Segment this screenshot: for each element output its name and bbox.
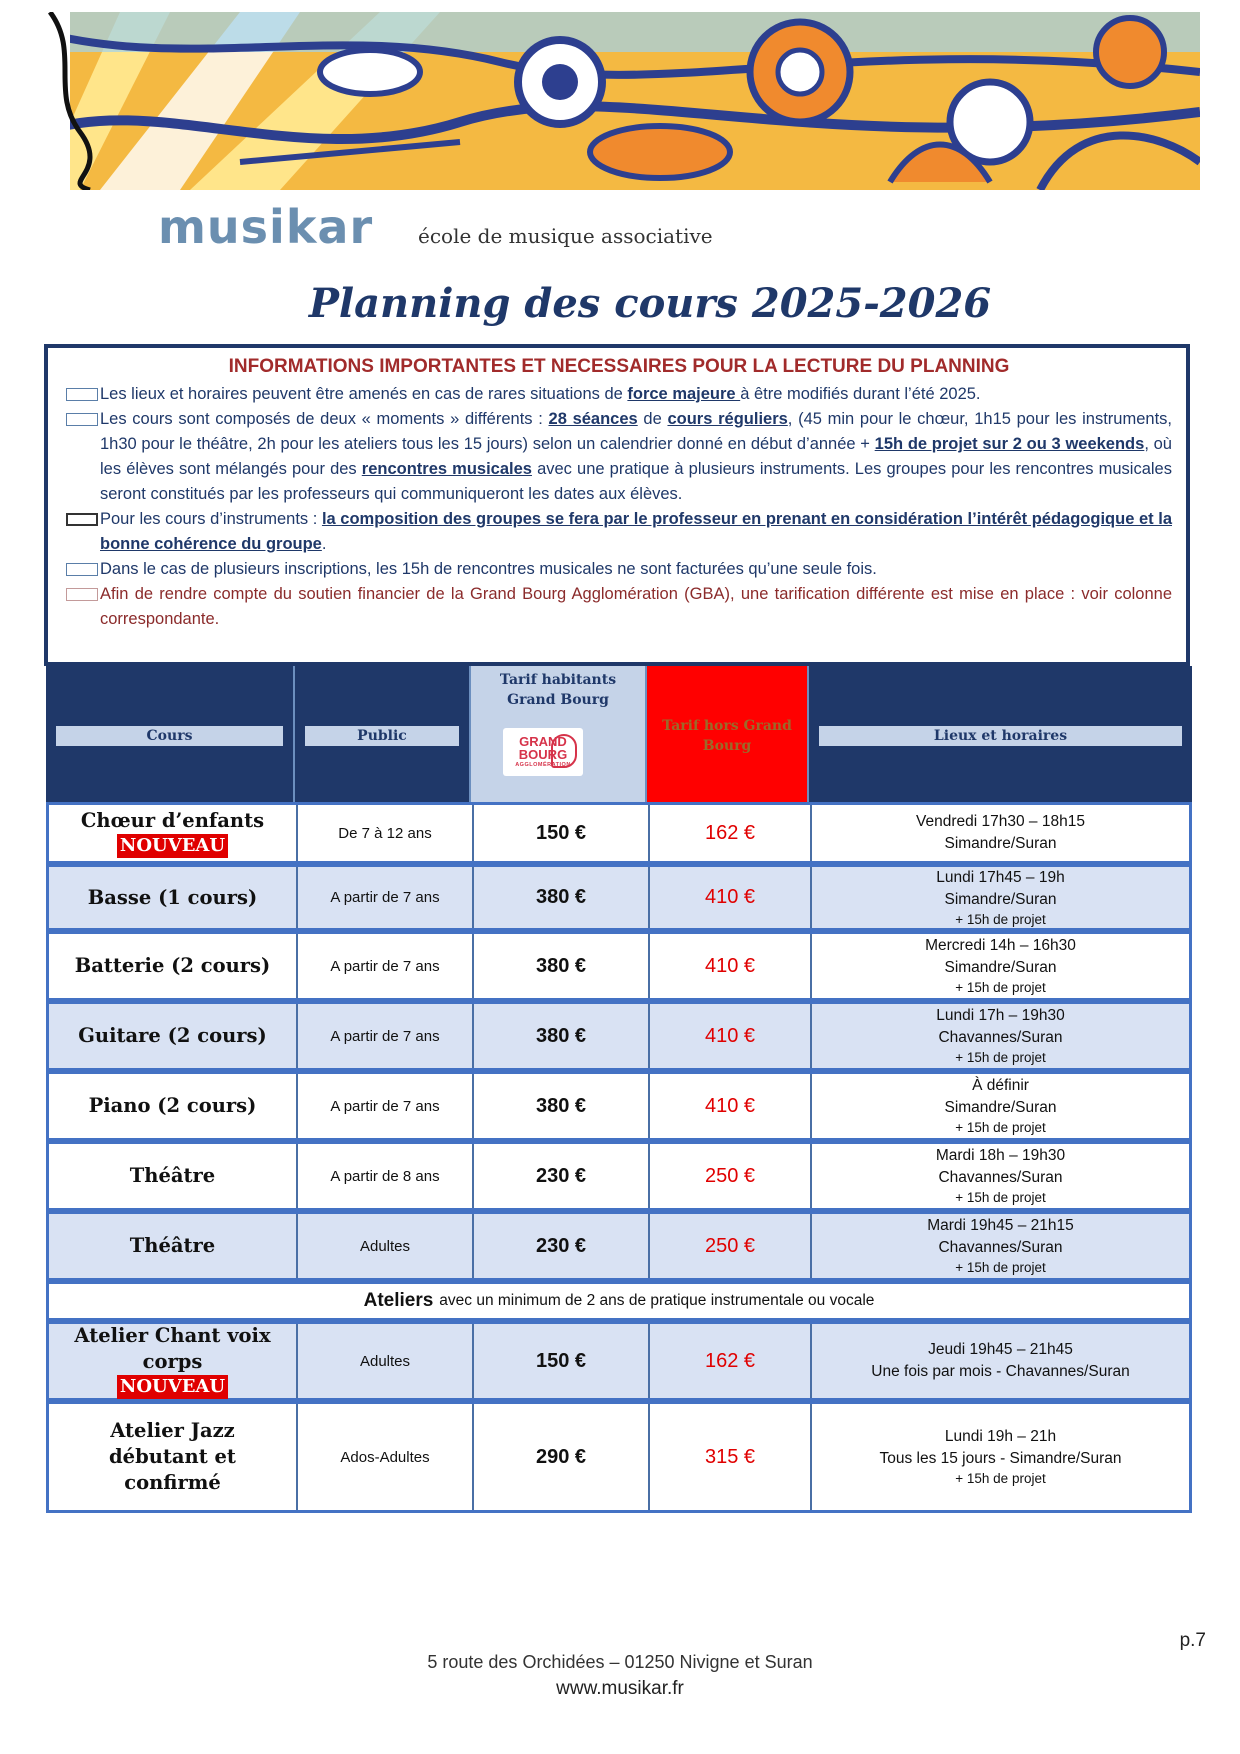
- header-tarif-hors: [647, 666, 809, 802]
- checkbox-icon: [66, 388, 98, 401]
- cell-tarif-gb: 380 €: [474, 1004, 650, 1068]
- cell-tarif-hors: 410 €: [650, 934, 812, 998]
- logo-text: GRAND: [519, 734, 567, 749]
- ateliers-note: avec un minimum de 2 ans de pratique instrumentale ou vocale: [439, 1292, 875, 1309]
- schedule-project: + 15h de projet: [955, 1190, 1046, 1205]
- page-title: Planning des cours 2025-2026: [308, 280, 992, 327]
- schedule-place: Simandre/Suran: [944, 1099, 1057, 1116]
- cell-tarif-hors: 162 €: [650, 805, 812, 861]
- info-item-2: [66, 407, 1172, 507]
- cell-tarif-gb: 290 €: [474, 1404, 650, 1510]
- info-text-emph: 28 séances: [548, 410, 638, 428]
- schedule-project: + 15h de projet: [955, 1050, 1046, 1065]
- table-row: [46, 864, 1192, 931]
- cell-lieux: [812, 1214, 1189, 1278]
- cell-cours: [49, 805, 298, 861]
- cell-public: A partir de 7 ans: [298, 1074, 474, 1138]
- info-text-emph: 15h de projet sur 2 ou 3 weekends: [874, 435, 1145, 453]
- heart-icon: [551, 734, 577, 768]
- new-badge: NOUVEAU: [117, 834, 228, 858]
- schedule-time: Vendredi 17h30 – 18h15: [916, 813, 1085, 830]
- cell-cours: Théâtre: [49, 1214, 298, 1278]
- schedule-table: [46, 666, 1192, 1513]
- info-text: à être modifiés durant l’été 2025.: [740, 385, 981, 403]
- checkbox-icon: [66, 413, 98, 426]
- cell-tarif-gb: 150 €: [474, 805, 650, 861]
- brand-tagline: école de musique associative: [418, 224, 713, 248]
- checkbox-icon: [66, 513, 98, 526]
- cell-tarif-hors: 250 €: [650, 1214, 812, 1278]
- header-label: Tarif hors Grand Bourg: [662, 718, 792, 754]
- header-label: Cours: [56, 726, 283, 746]
- header-label: Tarif habitants Grand Bourg: [499, 672, 617, 708]
- header-public: [295, 666, 471, 802]
- schedule-place: Chavannes/Suran: [938, 1169, 1063, 1186]
- info-box: [44, 344, 1190, 666]
- cell-public: Adultes: [298, 1324, 474, 1398]
- cell-tarif-gb: 380 €: [474, 867, 650, 928]
- header-label: Public: [305, 726, 459, 746]
- footer-website-link[interactable]: www.musikar.fr: [556, 1678, 684, 1699]
- schedule-place: Une fois par mois - Chavannes/Suran: [871, 1363, 1130, 1380]
- cell-cours: Théâtre: [49, 1144, 298, 1208]
- cell-lieux: [812, 1144, 1189, 1208]
- table-row: [46, 1141, 1192, 1211]
- header-lieux: [809, 666, 1192, 802]
- schedule-project: + 15h de projet: [955, 1120, 1046, 1135]
- table-header: [46, 666, 1192, 802]
- schedule-time: Mercredi 14h – 16h30: [925, 937, 1076, 954]
- header-tarif-grand-bourg: [471, 666, 647, 802]
- course-name: Chœur d’enfants: [80, 809, 265, 832]
- info-text-emph: cours réguliers: [667, 410, 788, 428]
- info-text: , où les élèves sont mélangés pour des: [100, 435, 1172, 478]
- cell-cours: Batterie (2 cours): [49, 934, 298, 998]
- schedule-time: Jeudi 19h45 – 21h45: [928, 1341, 1073, 1358]
- cell-public: De 7 à 12 ans: [298, 805, 474, 861]
- info-text: Afin de rendre compte du soutien financier de la Grand Bourg Agglomération (GBA), une tarification différente est mise en place : voir colonne correspondante.: [100, 585, 1172, 628]
- cell-tarif-hors: 162 €: [650, 1324, 812, 1398]
- schedule-place: Tous les 15 jours - Simandre/Suran: [879, 1450, 1122, 1467]
- schedule-time: Lundi 19h – 21h: [944, 1428, 1057, 1445]
- info-text: , (45 min pour le chœur, 1h15 pour les instruments, 1h30 pour le théâtre, 2h pour les ateliers tous les 15 jours) selon un calendrier donné en début d’année +: [100, 410, 1172, 453]
- header-label: Lieux et horaires: [819, 726, 1182, 746]
- cell-tarif-gb: 150 €: [474, 1324, 650, 1398]
- course-name: corps: [142, 1350, 203, 1373]
- cell-public: Ados-Adultes: [298, 1404, 474, 1510]
- info-text: .: [321, 535, 327, 553]
- cell-cours: Piano (2 cours): [49, 1074, 298, 1138]
- info-item-5: [66, 582, 1172, 632]
- table-row: [46, 1211, 1192, 1281]
- info-text: Pour les cours d’instruments :: [100, 510, 322, 528]
- cell-lieux: [812, 1324, 1189, 1398]
- course-name: Atelier Jazz: [110, 1419, 235, 1442]
- info-heading: INFORMATIONS IMPORTANTES ET NECESSAIRES POUR LA LECTURE DU PLANNING: [228, 356, 1010, 377]
- cell-cours: [49, 1324, 298, 1398]
- cell-cours: Basse (1 cours): [49, 867, 298, 928]
- ateliers-section-header: [46, 1281, 1192, 1321]
- schedule-place: Simandre/Suran: [944, 959, 1057, 976]
- checkbox-icon: [66, 588, 98, 601]
- course-name: Atelier Chant voix: [74, 1324, 271, 1347]
- cell-cours: [49, 1404, 298, 1510]
- table-row: [46, 1001, 1192, 1071]
- footer-address: 5 route des Orchidées – 01250 Nivigne et Suran: [427, 1652, 813, 1672]
- schedule-project: + 15h de projet: [955, 1260, 1046, 1275]
- checkbox-icon: [66, 563, 98, 576]
- logo-text: BOURG: [518, 747, 568, 762]
- cell-tarif-hors: 410 €: [650, 867, 812, 928]
- ateliers-title: Ateliers: [363, 1290, 434, 1311]
- table-row: [46, 802, 1192, 864]
- schedule-time: Mardi 18h – 19h30: [935, 1147, 1066, 1164]
- cell-lieux: [812, 1404, 1189, 1510]
- grand-bourg-logo: [503, 728, 583, 776]
- info-text: avec une pratique à plusieurs instruments. Les groupes pour les rencontres musicales seront constitués par les professeurs qui communiqueront les dates aux élèves.: [100, 460, 1172, 503]
- cell-lieux: [812, 1074, 1189, 1138]
- cell-tarif-hors: 410 €: [650, 1004, 812, 1068]
- table-row: [46, 1071, 1192, 1141]
- new-badge: NOUVEAU: [117, 1375, 228, 1399]
- cell-public: A partir de 7 ans: [298, 867, 474, 928]
- info-item-1: [66, 382, 1172, 407]
- info-text-emph: rencontres musicales: [361, 460, 532, 478]
- header-cours: [46, 666, 295, 802]
- cell-public: Adultes: [298, 1214, 474, 1278]
- schedule-time: Lundi 17h – 19h30: [936, 1007, 1065, 1024]
- schedule-time: Lundi 17h45 – 19h: [936, 868, 1065, 886]
- cell-tarif-gb: 380 €: [474, 934, 650, 998]
- schedule-place: Chavannes/Suran: [938, 1029, 1063, 1046]
- info-text-emph: force majeure: [627, 385, 741, 403]
- info-text: Les cours sont composés de deux « moments » différents :: [100, 410, 549, 428]
- info-text: Les lieux et horaires peuvent être amenés en cas de rares situations de: [100, 385, 628, 403]
- course-name: confirmé: [124, 1471, 221, 1494]
- cell-lieux: [812, 867, 1189, 928]
- course-name: débutant et: [109, 1445, 236, 1468]
- table-row: [46, 1401, 1192, 1513]
- cell-lieux: [812, 934, 1189, 998]
- schedule-project: + 15h de projet: [955, 911, 1046, 927]
- schedule-project: + 15h de projet: [955, 980, 1046, 995]
- cell-tarif-gb: 380 €: [474, 1074, 650, 1138]
- cell-tarif-hors: 250 €: [650, 1144, 812, 1208]
- schedule-time: À définir: [972, 1077, 1029, 1094]
- cell-tarif-gb: 230 €: [474, 1144, 650, 1208]
- info-text: de: [637, 410, 668, 428]
- info-item-4: [66, 557, 1172, 582]
- info-text-emph: la composition des groupes se fera par le professeur en prenant en considération l’intérêt pédagogique et la bonne cohérence du groupe: [100, 510, 1172, 553]
- cell-lieux: [812, 1004, 1189, 1068]
- schedule-place: Chavannes/Suran: [938, 1239, 1063, 1256]
- logo-text: AGGLOMÉRATION: [515, 762, 571, 768]
- cell-public: A partir de 7 ans: [298, 1004, 474, 1068]
- schedule-project: + 15h de projet: [955, 1471, 1046, 1486]
- header-banner-artwork: [40, 12, 1200, 190]
- cell-public: A partir de 7 ans: [298, 934, 474, 998]
- page-number: p.7: [1179, 1630, 1206, 1651]
- cell-lieux: [812, 805, 1189, 861]
- schedule-time: Mardi 19h45 – 21h15: [927, 1217, 1074, 1234]
- table-row: [46, 1321, 1192, 1401]
- info-text: Dans le cas de plusieurs inscriptions, les 15h de rencontres musicales ne sont facturées qu’une seule fois.: [100, 560, 877, 578]
- table-row: [46, 931, 1192, 1001]
- info-item-3: [66, 507, 1172, 557]
- cell-public: A partir de 8 ans: [298, 1144, 474, 1208]
- cell-tarif-hors: 315 €: [650, 1404, 812, 1510]
- cell-cours: Guitare (2 cours): [49, 1004, 298, 1068]
- cell-tarif-gb: 230 €: [474, 1214, 650, 1278]
- schedule-place: Simandre/Suran: [944, 835, 1057, 852]
- schedule-place: Simandre/Suran: [944, 890, 1057, 908]
- cell-tarif-hors: 410 €: [650, 1074, 812, 1138]
- brand-logo: musikar: [158, 200, 374, 254]
